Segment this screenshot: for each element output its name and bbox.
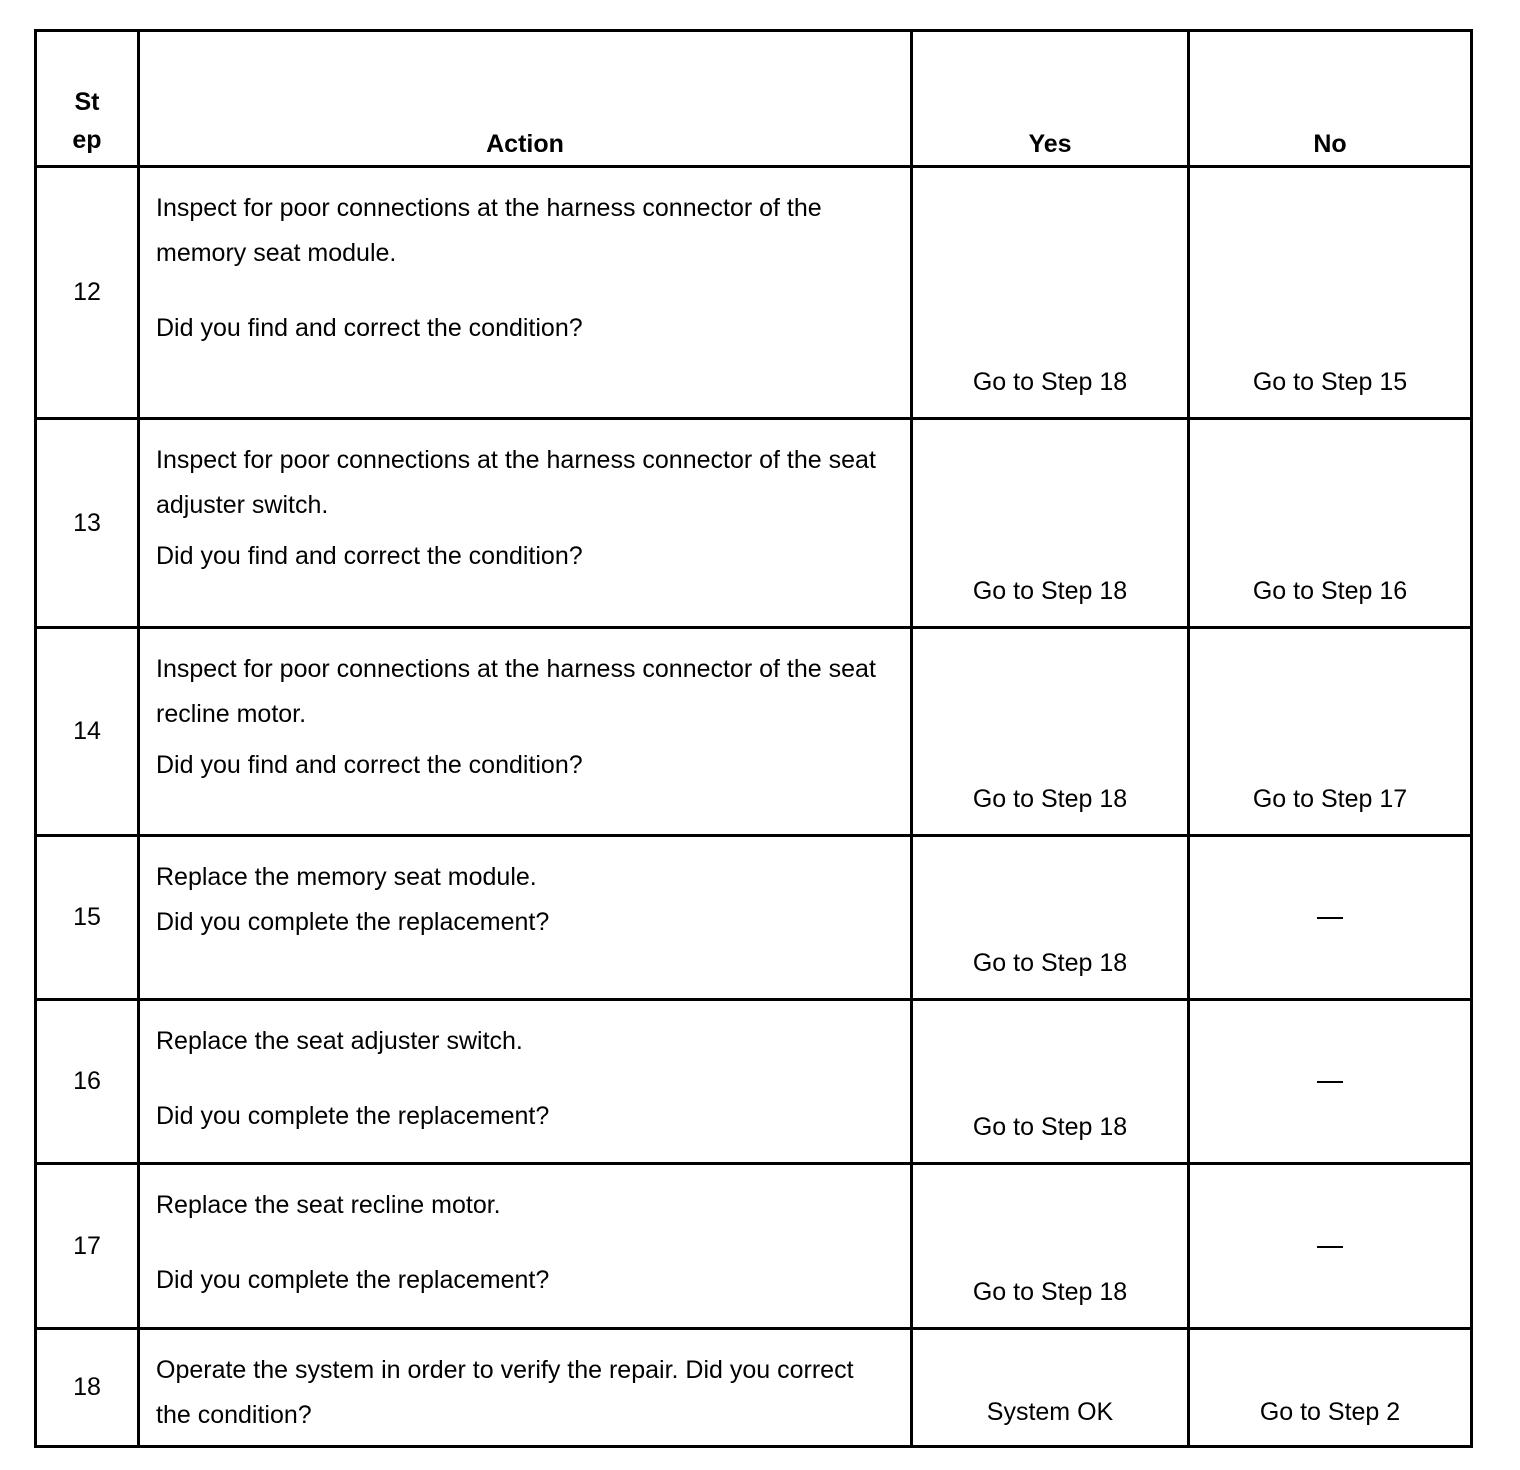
step-number: 15 — [36, 836, 139, 1000]
dash-icon — [1317, 917, 1343, 919]
yes-result: Go to Step 18 — [912, 1000, 1189, 1164]
dash-icon — [1317, 1246, 1343, 1248]
action-text: Inspect for poor connections at the harness connector of the seat recline motor. — [156, 655, 876, 728]
no-result — [1189, 836, 1472, 1000]
action-cell — [139, 419, 912, 628]
yes-result: Go to Step 18 — [912, 419, 1189, 628]
action-cell — [139, 1000, 912, 1164]
action-text: Replace the seat adjuster switch. — [156, 1027, 523, 1055]
action-text: Replace the seat recline motor. — [156, 1191, 501, 1219]
action-text: Operate the system in order to verify the repair. Did you correct the condition? — [156, 1356, 854, 1429]
step-number: 18 — [36, 1329, 139, 1447]
header-no: No — [1189, 31, 1472, 167]
header-step-line2: ep — [72, 126, 102, 154]
action-text: Inspect for poor connections at the harness connector of the memory seat module. — [156, 194, 822, 267]
action-question: Did you complete the replacement? — [156, 1266, 550, 1294]
yes-result: Go to Step 18 — [912, 628, 1189, 836]
table-row — [36, 419, 1472, 628]
table-row — [36, 1000, 1472, 1164]
action-cell — [139, 1329, 912, 1447]
no-result: Go to Step 16 — [1189, 419, 1472, 628]
no-result: Go to Step 17 — [1189, 628, 1472, 836]
step-number: 13 — [36, 419, 139, 628]
yes-result: Go to Step 18 — [912, 1164, 1189, 1329]
step-number: 17 — [36, 1164, 139, 1329]
table-row — [36, 1164, 1472, 1329]
action-cell — [139, 167, 912, 419]
dash-icon — [1317, 1081, 1343, 1083]
no-result: Go to Step 15 — [1189, 167, 1472, 419]
no-result: Go to Step 2 — [1189, 1329, 1472, 1447]
action-text: Replace the memory seat module. — [156, 863, 537, 891]
action-cell — [139, 836, 912, 1000]
action-question: Did you complete the replacement? — [156, 1102, 550, 1130]
action-text: Inspect for poor connections at the harness connector of the seat adjuster switch. — [156, 446, 876, 519]
action-cell — [139, 1164, 912, 1329]
header-step-line1: St — [74, 88, 100, 116]
table-row — [36, 628, 1472, 836]
action-question: Did you find and correct the condition? — [156, 751, 583, 779]
action-question: Did you find and correct the condition? — [156, 314, 583, 342]
table-row — [36, 1329, 1472, 1447]
table-row — [36, 167, 1472, 419]
step-number: 12 — [36, 167, 139, 419]
step-number: 16 — [36, 1000, 139, 1164]
no-result — [1189, 1164, 1472, 1329]
yes-result: Go to Step 18 — [912, 836, 1189, 1000]
action-cell — [139, 628, 912, 836]
header-yes: Yes — [912, 31, 1189, 167]
yes-result: Go to Step 18 — [912, 167, 1189, 419]
no-result — [1189, 1000, 1472, 1164]
action-question: Did you complete the replacement? — [156, 908, 550, 936]
header-step — [36, 31, 139, 167]
step-number: 14 — [36, 628, 139, 836]
diagnostic-table — [34, 29, 1473, 1448]
action-question: Did you find and correct the condition? — [156, 542, 583, 570]
yes-result: System OK — [912, 1329, 1189, 1447]
header-row — [36, 31, 1472, 167]
table-row — [36, 836, 1472, 1000]
header-action: Action — [139, 31, 912, 167]
